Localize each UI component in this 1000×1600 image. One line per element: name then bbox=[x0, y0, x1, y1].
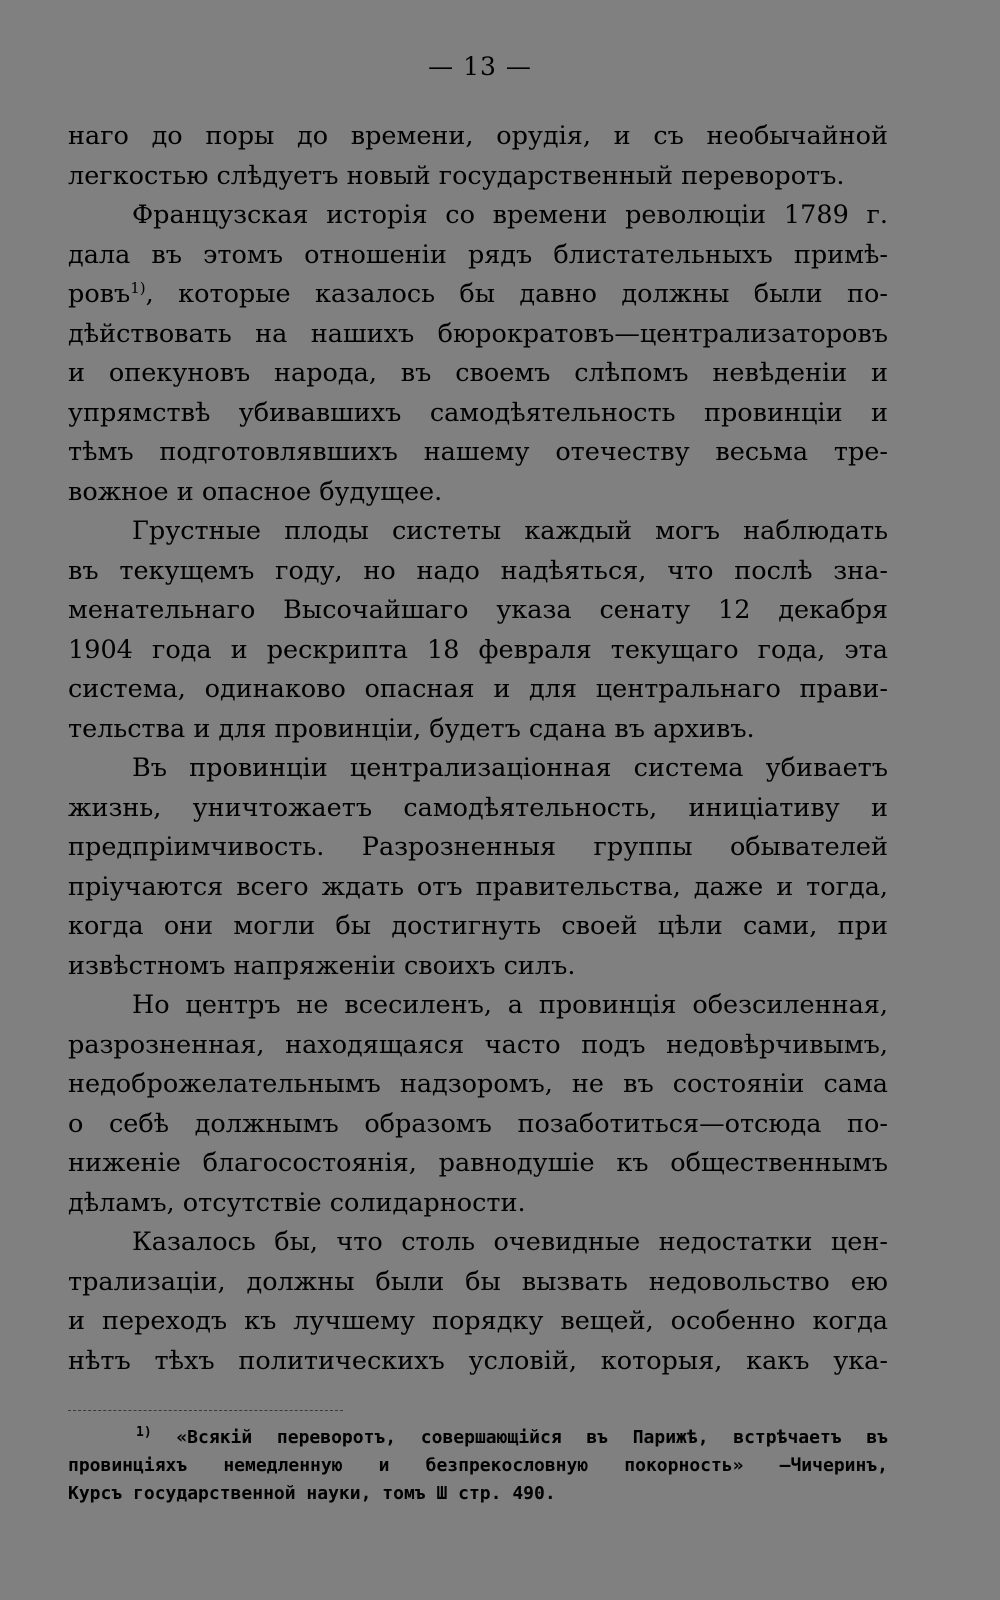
text-line: жизнь, уничтожаетъ самодѣятельность, иниціативу и bbox=[68, 792, 888, 823]
text-line: упрямствѣ убивавшихъ самодѣятельность провинціи и bbox=[68, 397, 888, 428]
text-line: когда они могли бы достигнуть своей цѣли сами, при bbox=[68, 911, 888, 941]
text-line: недоброжелательнымъ надзоромъ, не въ состояніи сама bbox=[68, 1069, 888, 1099]
footnote-line: провинціяхъ немедленную и безпрекословную покорность» —Чичеринъ, bbox=[68, 1455, 888, 1476]
text-line: трализаціи, должны были бы вызвать недовольство ею bbox=[68, 1266, 888, 1297]
text-line: система, одинаково опасная и для центральнаго прави- bbox=[68, 674, 888, 704]
text-line: наго до поры до времени, орудія, и съ необычайной bbox=[68, 121, 888, 151]
text-line: Но центръ не всесиленъ, а провинція обезсиленная, bbox=[132, 990, 888, 1020]
main-text bbox=[68, 117, 888, 1381]
text-fragment: , которые казалось бы давно должны были по- bbox=[145, 279, 888, 309]
text-line-with-footnote bbox=[68, 275, 888, 315]
text-line: предпріимчивость. Разрозненныя группы обывателей bbox=[68, 832, 888, 862]
footnote-marker: 1) bbox=[136, 1425, 152, 1440]
text-line: тельства и для провинціи, будетъ сдана въ архивъ. bbox=[68, 713, 755, 744]
text-line: дѣйствовать на нашихъ бюрократовъ—централизаторовъ bbox=[68, 318, 888, 349]
text-line: о себѣ должнымъ образомъ позаботиться—отсюда по- bbox=[68, 1108, 888, 1139]
text-line: вожное и опасное будущее. bbox=[68, 476, 443, 507]
text-line: дала въ этомъ отношеніи рядъ блистательныхъ примѣ- bbox=[68, 239, 888, 270]
text-line: Французская исторія со времени революціи 1789 г. bbox=[132, 200, 888, 230]
text-line: Грустные плоды систеты каждый могъ наблюдать bbox=[132, 516, 888, 546]
footnote-line: Курсъ государственной науки, томъ Ш стр. 490. bbox=[68, 1483, 556, 1504]
text-line: въ текущемъ году, но надо надѣяться, что послѣ зна- bbox=[68, 555, 888, 586]
footnote bbox=[68, 1424, 888, 1508]
footnote-line bbox=[68, 1424, 888, 1452]
page-number: — 13 — bbox=[428, 52, 532, 81]
text-line: 1904 года и рескрипта 18 февраля текущаго года, эта bbox=[68, 634, 888, 665]
text-line: дѣламъ, отсутствіе солидарности. bbox=[68, 1187, 526, 1218]
text-line: пріучаются всего ждать отъ правительства, даже и тогда, bbox=[68, 871, 888, 902]
text-line: разрозненная, находящаяся часто подъ недовѣрчивымъ, bbox=[68, 1029, 888, 1060]
text-line: извѣстномъ напряженіи своихъ силъ. bbox=[68, 950, 576, 981]
footnote-reference: 1) bbox=[130, 279, 146, 297]
text-line: и опекуновъ народа, въ своемъ слѣпомъ невѣденіи и bbox=[68, 358, 888, 388]
text-line: и переходъ къ лучшему порядку вещей, особенно когда bbox=[68, 1306, 888, 1336]
text-line: менательнаго Высочайшаго указа сенату 12 декабря bbox=[68, 595, 888, 625]
text-line: легкостью слѣдуетъ новый государственный переворотъ. bbox=[68, 160, 845, 191]
text-line: нѣтъ тѣхъ политическихъ условій, которыя, какъ ука- bbox=[68, 1345, 888, 1376]
footnote-text: «Всякій переворотъ, совершающійся въ Парижѣ, встрѣчаетъ въ bbox=[176, 1427, 888, 1448]
text-line: ниженіе благосостоянія, равнодушіе къ общественнымъ bbox=[68, 1148, 888, 1178]
text-line: Въ провинціи централизаціонная система убиваетъ bbox=[132, 753, 888, 783]
footnote-divider bbox=[68, 1410, 343, 1411]
text-fragment: ровъ bbox=[68, 279, 131, 309]
text-line: тѣмъ подготовлявшихъ нашему отечеству весьма тре- bbox=[68, 437, 888, 467]
text-line: Казалось бы, что столь очевидные недостатки цен- bbox=[132, 1227, 888, 1257]
